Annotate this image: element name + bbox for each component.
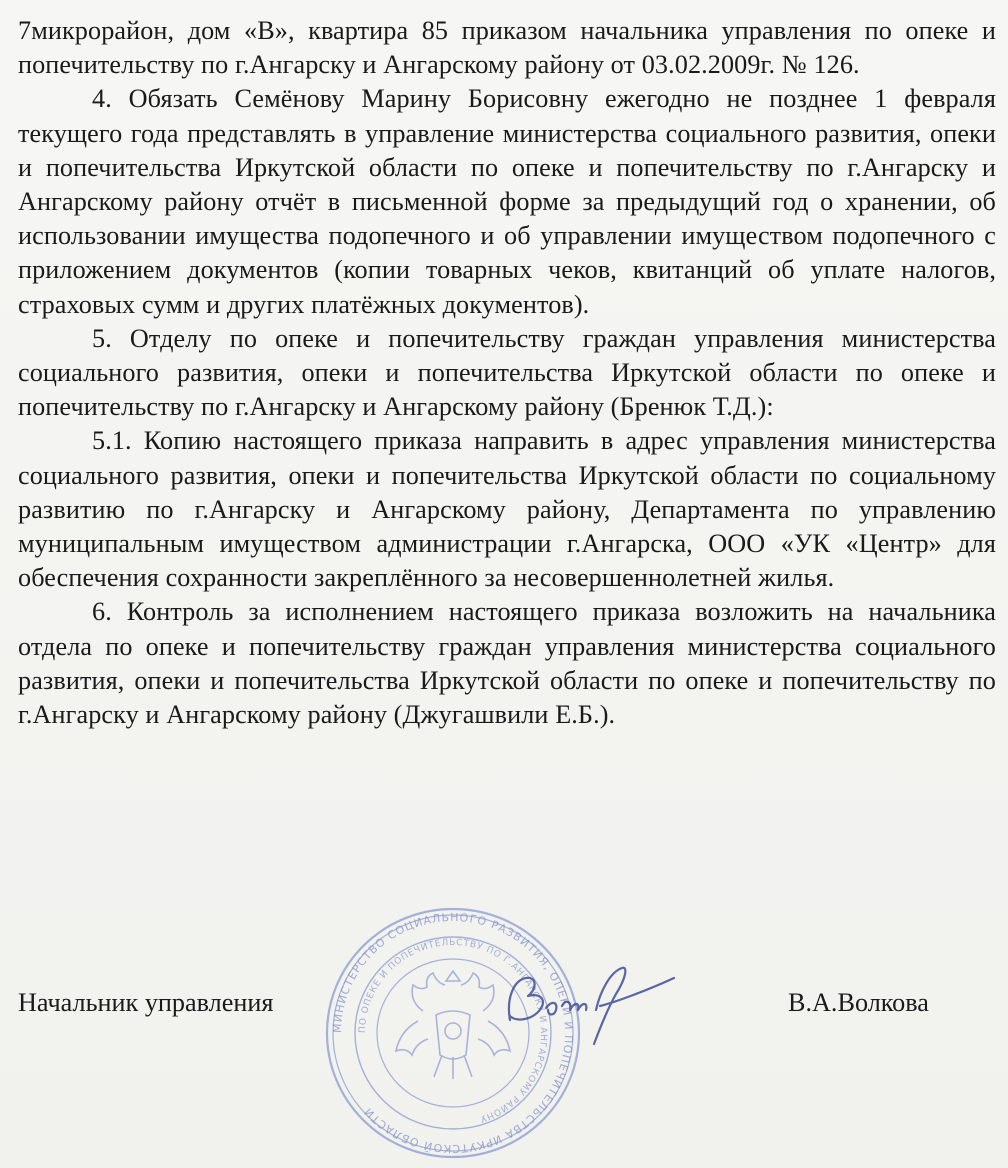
paragraph-clause-5: 5. Отделу по опеке и попечительству граждан управления министерства социального развития, опеки и попечительства Иркутской области по опеке и попечительству по г.Ангарску и Ангарскому району (Бренюк Т.Д.):	[18, 323, 996, 422]
paragraph-clause-4: 4. Обязать Семёнову Марину Борисовну ежегодно не позднее 1 февраля текущего года представлять в управление министерства социального развития, опеки и попечительства Иркутской области по опеке и попечительству по г.Ангарску и Ангарскому району отчёт в письменной форме за предыдущий год о хранении, об использовании имущества подопечного и об управлении имуществом подопечного с приложением документов (копии товарных чеков, квитанций об уплате налогов, страховых сумм и других платёжных документов).	[18, 84, 996, 319]
signatory-name: В.А.Волкова	[788, 988, 929, 1017]
paragraph-1: 7микрорайон, дом «В», квартира 85 приказом начальника управления по опеке и попечительству по г.Ангарску и Ангарскому району от 03.02.2009г. № 126.	[18, 16, 996, 80]
handwritten-signature	[488, 958, 678, 1048]
signatory-title: Начальник управления	[18, 988, 274, 1017]
paragraph-clause-6: 6. Контроль за исполнением настоящего приказа возложить на начальника отдела по опеке и попечительству граждан управления министерства социального развития, опеки и попечительства Иркутской области по опеке и попечительству по г.Ангарску и Ангарскому району (Джугашвили Е.Б.).	[18, 597, 996, 730]
document-body	[18, 14, 996, 732]
stamp-outer-text: МИНИСТЕРСТВО СОЦИАЛЬНОГО РАЗВИТИЯ, ОПЕКИ И ПОПЕЧИТЕЛЬСТВА ИРКУТСКОЙ ОБЛАСТИ	[330, 910, 576, 1156]
paragraph-clause-5-1: 5.1. Копию настоящего приказа направить в адрес управления министерства социального развития, опеки и попечительства Иркутской области по социальному развитию по г.Ангарску и Ангарскому району, Департамента по управлению муниципальным имуществом администрации г.Ангарска, ООО «УК «Центр» для обеспечения сохранности закреплённого за несовершеннолетней жилья.	[18, 426, 996, 593]
stamp-inner-text: ПО ОПЕКЕ И ПОПЕЧИТЕЛЬСТВУ ПО Г.АНГАРСКУ И АНГАРСКОМУ РАЙОНУ	[357, 937, 549, 1124]
